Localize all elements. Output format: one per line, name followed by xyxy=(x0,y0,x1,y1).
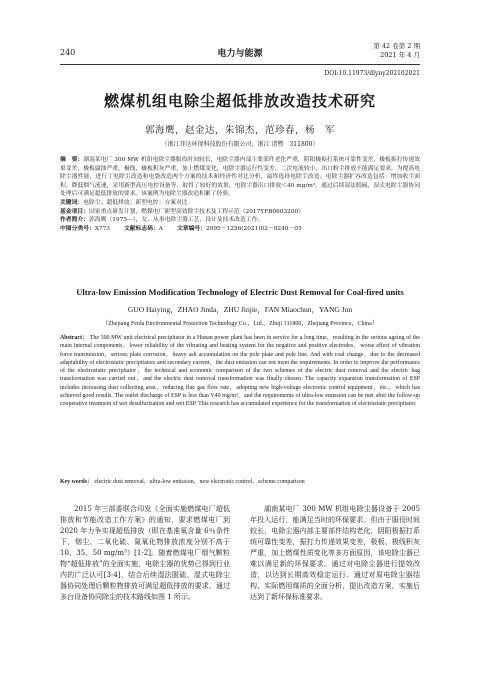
author-list: 郭海鹰，赵金达，朱锦杰，范珍春，杨 军 xyxy=(144,125,335,136)
article-number xyxy=(177,225,302,234)
english-abstract xyxy=(60,334,420,409)
article-number-value: 2095－1256(2021)02－0240－05 xyxy=(205,225,302,232)
affiliation: （浙江菲达环保科技股份有限公司，浙江 诸暨 311800） xyxy=(161,141,319,148)
chinese-abstract xyxy=(60,156,420,199)
doc-code-label: 文献标志码： xyxy=(124,225,159,232)
running-header xyxy=(60,42,420,65)
body-column-left xyxy=(60,504,230,603)
english-title: Ultra-low Emission Modification Technology of Electric Dust Removal for Coal-fired units xyxy=(76,287,404,297)
english-abstract-block xyxy=(60,334,420,409)
clc-value: X773 xyxy=(94,225,110,232)
author-intro-text: 郭海鹰（1975—），女，从事电除尘器工艺、设计及技术改造工作。 xyxy=(89,217,264,224)
chinese-abstract-block xyxy=(60,156,420,233)
fund-label: 基金项目： xyxy=(60,208,89,215)
doc-code xyxy=(124,225,163,234)
doc-code-value: A xyxy=(158,225,163,232)
english-keywords-text: electric dust removal，ultra-low emission，new electronic control，scheme comparison xyxy=(94,479,305,485)
author-intro-label: 作者简介： xyxy=(60,217,89,224)
doi: DOI:10.11973/dlyny202102021 xyxy=(324,70,420,77)
fund-info xyxy=(60,208,420,217)
fund-text: 国家重点研发计划，燃煤电厂新型高效除尘技术及工程示范（2017YFB0603200） xyxy=(89,208,304,215)
issue-date: 2021 年 4 月 xyxy=(380,51,420,59)
body-column-right xyxy=(250,504,420,603)
volume-issue: 第 42 卷第 2 期 xyxy=(373,42,420,50)
chinese-keywords xyxy=(60,199,420,208)
classification-line xyxy=(60,225,420,234)
abstract-label: 摘 要： xyxy=(60,157,84,163)
english-abstract-text: The 300 MW unit electrical precipitator in a Hunan power plant has been in service for a long time，resulting in the serious ageing of the main internal components，lower reliability of the vibrating and beating system for the negative and positive electrodes，worse effect of vibration force transmission，serious plate corrosion，heavy ash accumulation on the pole plate and pole line. And with coal change，due to the decreased adaptability of electrostatic precipitators and secondary current，the dust emission can not meet the requirements. In order to improve the performance of the electrostatic precipitator，the technical and economic comparison of the two schemes of the electric dust removal and the electric bag transformation was carried out，and the electric dust removal transformation was finally chosen. The capacity expansion transformation of ESP includes increasing dust collecting area，reducing flue gas flow rate，adopting new high-voltage electronic control equipment，etc.，which has achieved good results. The outlet discharge of ESP is less than V40 mg/m³，and the requirements of ultra-low emission can be met after the follow-up cooperative treatment of wet desulfurization and wet ESP. This research has accumulated experience for the transformation of electrostatic precipitator. xyxy=(60,335,420,408)
paper-title: 燃煤机组电除尘超低排放改造技术研究 xyxy=(103,92,376,110)
english-authors: GUO Haiying，ZHAO Jinda，ZHU Jinjie，FAN Miaochun，YANG Jun xyxy=(127,305,353,314)
abstract-text: 湖南某电厂 300 MW 机组电除尘器服役时间较长，电除尘器内部主要部件老化严重，阴阳极振打系统可靠性变差，极板振打传递效果变差，极板腐蚀严重，极线、极板积灰严重，加上燃煤变化，电除尘器运行性变差，二次电流较小，出口粉尘排放不能满足要求。为提高电除尘器性能，进行了电除尘改造和电袋改造两个方案的技术和经济性对比分析，最终选择电除尘改造。电除尘器扩容改造包括：增加收尘面积，降低烟气流速，采用新型高压电控设备等，取得了较好的效果，电除尘器出口排放＜40 mg/m³，通过后续湿法脱硫，湿式电除尘器协同处理后可满足超低排放的要求。该案例为电除尘器改造积累了经验。 xyxy=(60,157,420,198)
english-abstract-label: Abstract： xyxy=(60,335,89,341)
clc xyxy=(60,225,110,234)
english-keywords xyxy=(60,478,420,486)
english-affiliation: （Zhejiang Feida Environmental Protection Technology Co.，Ltd.，Zhuji 311800，Zhejiang Province，China） xyxy=(102,321,378,327)
page-number: 240 xyxy=(60,48,76,57)
keywords-text: 电除尘；超低排放；新型电控；方案对比 xyxy=(83,199,188,206)
english-keywords-label: Key words： xyxy=(60,479,93,485)
body-paragraph: 2015 年三部委联合印发《全面实施燃煤电厂超低排放和节能改造工作方案》的通知，要求燃煤电厂到 2020 年力争实现超低排放（即在基准氧含量 6％条件下，烟尘、二氧化硫、氮氧化物排放浓度分别不高于 10、35、50 mg/m³）[1-2]。随着燃煤电厂烟气颗粒物“超低排放”的全面实施，电除尘器的优势已得到行业内的广泛认可[3-4]，结合后续湿法脱硫、湿式电除尘器协同处理后颗粒物排放可满足超低排放的要求，通过多台设备协同除尘的技术路线如图 1 所示。 xyxy=(60,505,230,601)
article-number-label: 文章编号： xyxy=(176,225,206,232)
keywords-label: 关键词： xyxy=(60,199,84,206)
author-intro xyxy=(60,216,420,225)
journal-name: 电力与能源 xyxy=(217,49,263,59)
clc-label: 中图分类号： xyxy=(60,225,95,232)
volume-info xyxy=(373,42,420,60)
body-paragraph: 湖南某电厂 300 MW 机组电除尘器设备于 2005 年投入运行，能满足当时的环保要求。但由于服役时间较长，电除尘器内部主要部件结构老化，阴阳极振打系统可靠性变差，振打力传递效果变差，极板、极线积灰严重，加上燃煤性质变化等多方面原因，该电除尘器已难以满足新的环保要求。通过对电除尘器进行提效改造，以达到长期高效稳定运行。通过对原电除尘器结构、实际燃用煤质的全面分析，提出改造方案，实施后达到了新环保标准要求。 xyxy=(250,505,420,601)
